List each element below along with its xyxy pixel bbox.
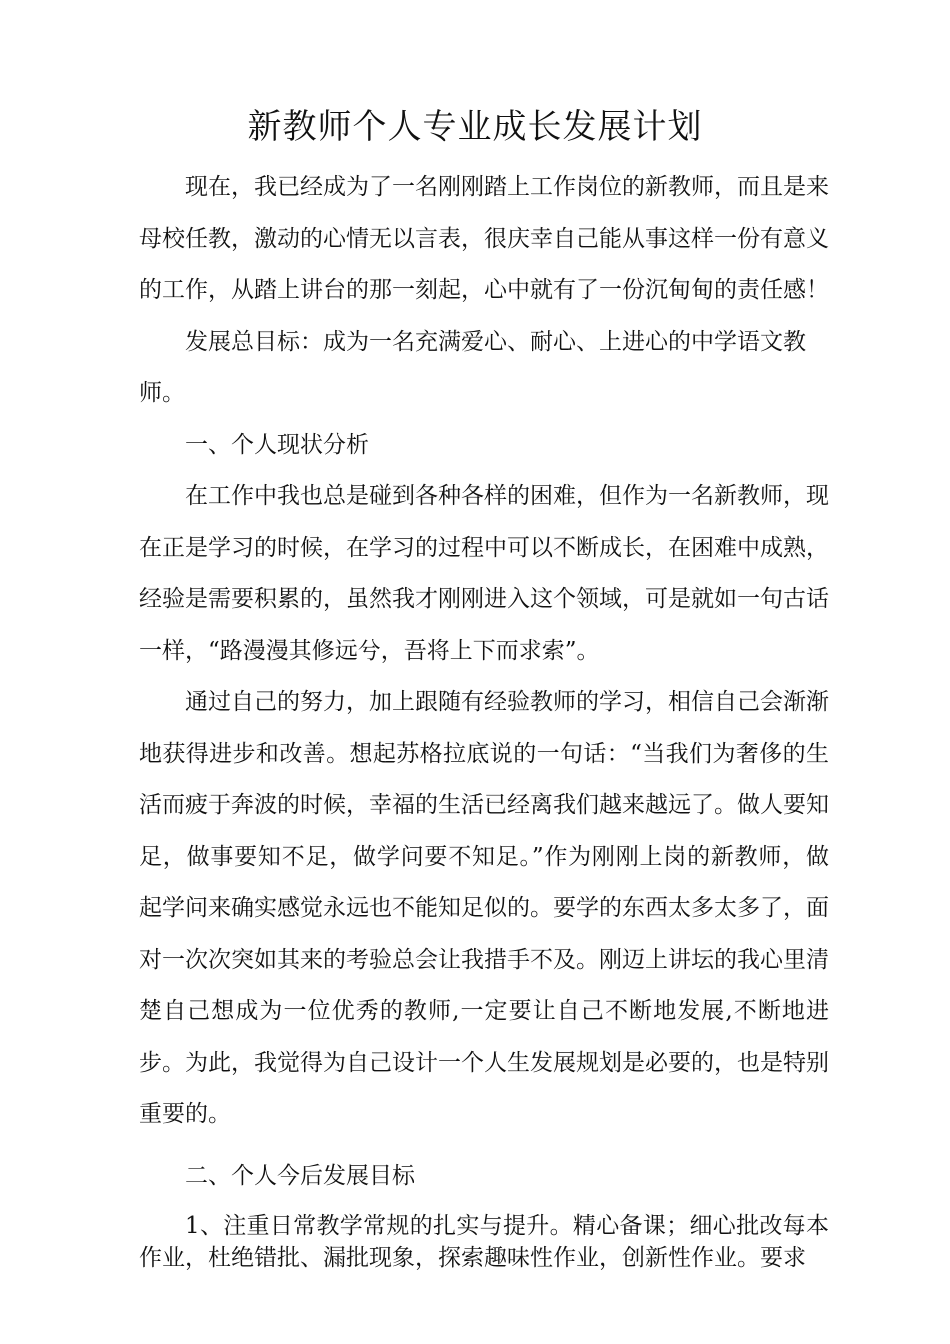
document-body — [139, 162, 829, 1274]
paragraph-intro: 现在，我已经成为了一名刚刚踏上工作岗位的新教师，而且是来母校任教，激动的心情无以言表，很庆幸自己能从事这样一份有意义的工作，从踏上讲台的那一刻起，心中就有了一份沉甸甸的责任感！ — [139, 174, 829, 303]
section-heading-goals: 二、个人今后发展目标 — [185, 1162, 415, 1189]
paragraph-reflection: 通过自己的努力，加上跟随有经验教师的学习，相信自己会渐渐地获得进步和改善。想起苏格拉底说的一句话：“当我们为奢侈的生活而疲于奔波的时候，幸福的生活已经离我们越来越远了。做人要知足，做事要知不足，做学问要不知足。”作为刚刚上岗的新教师，做起学问来确实感觉永远也不能知足似的。要学的东西太多太多了，面对一次次突如其来的考验总会让我措手不及。刚迈上讲坛的我心里清楚自己想成为一位优秀的教师,一定要让自己不断地发展,不断地进步。为此，我觉得为自己设计一个人生发展规划是必要的，也是特别重要的。 — [139, 689, 829, 1127]
document-title: 新教师个人专业成长发展计划 — [247, 107, 703, 147]
paragraph-overall-goal: 发展总目标：成为一名充满爱心、耐心、上进心的中学语文教师。 — [139, 328, 806, 406]
paragraph-goal-1: 1、注重日常教学常规的扎实与提升。精心备课；细心批改每本作业，杜绝错批、漏批现象，探索趣味性作业，创新性作业。要求 — [139, 1213, 829, 1271]
section-heading-status: 一、个人现状分析 — [185, 431, 369, 458]
paragraph-status-analysis: 在工作中我也总是碰到各种各样的困难，但作为一名新教师，现在正是学习的时候，在学习的过程中可以不断成长，在困难中成熟，经验是需要积累的，虽然我才刚刚进入这个领域，可是就如一句古话一样，“路漫漫其修远兮，吾将上下而求索”。 — [139, 483, 829, 664]
